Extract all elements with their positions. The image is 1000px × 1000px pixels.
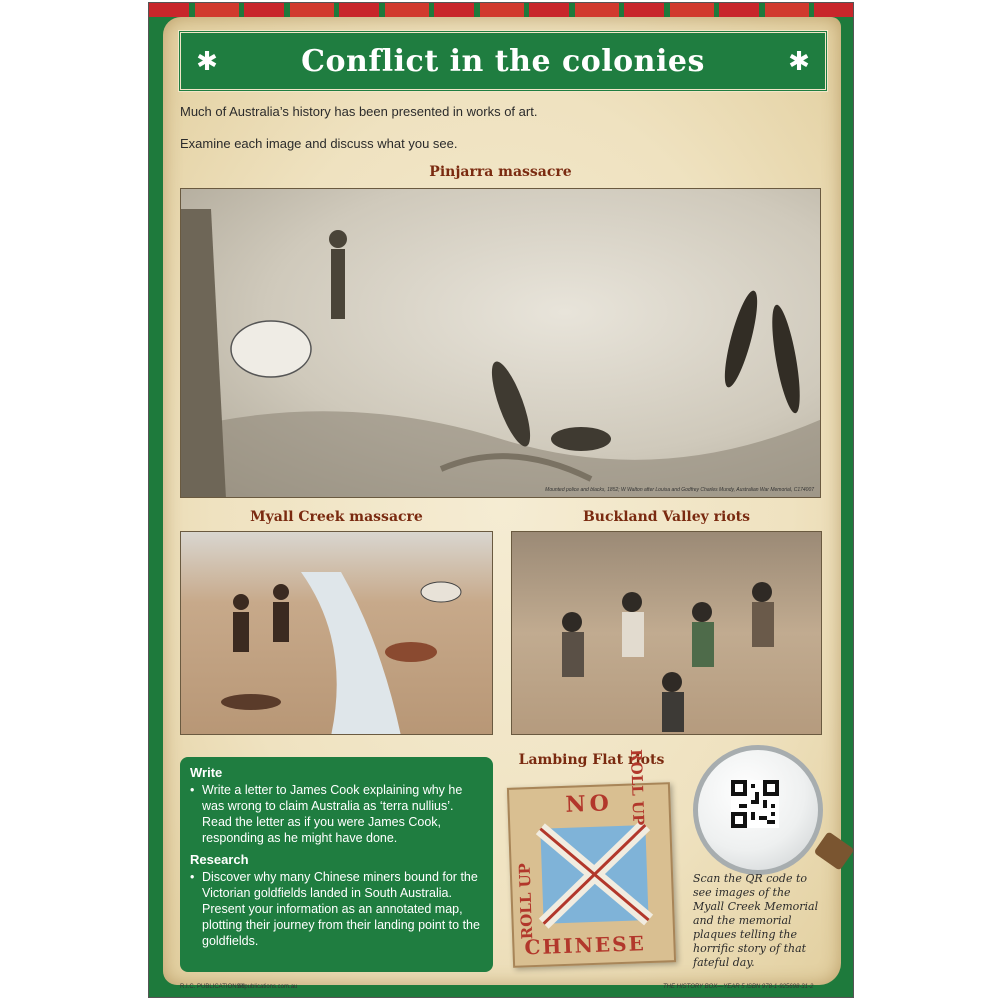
banner-text-roll-up-left: ROLL UP <box>515 862 537 940</box>
footer-website[interactable]: ricpublications.com.au <box>238 984 298 990</box>
bullet-icon: • <box>190 783 195 797</box>
caption-buckland-valley: Buckland Valley riots <box>582 509 751 525</box>
write-task <box>190 782 483 846</box>
pinjarra-illustration <box>181 189 821 498</box>
pinjarra-massacre-image <box>180 188 821 498</box>
myall-creek-massacre-image <box>180 531 493 735</box>
intro-text-2: Examine each image and discuss what you see. <box>180 136 458 151</box>
qr-instruction: Scan the QR code to see images of the Myall Creek Memorial and the memorial plaques telling the horrific story of that fateful day. <box>693 872 819 969</box>
image-credit: Mounted police and blacks, 1852; W Walton after Louisa and Godfrey Charles Mundy, Australian War Memorial, C174007 <box>545 487 814 493</box>
activity-box <box>180 757 493 972</box>
write-task-text: Write a letter to James Cook explaining why he was wrong to claim Australia as ‘terra nullius’. Read the letter as if you were James Cook, responding as he might have done. <box>202 783 463 845</box>
footer-publisher: R.I.C. PUBLICATIONS® <box>180 984 245 990</box>
page-title: Conflict in the colonies <box>301 43 705 79</box>
caption-pinjarra: Pinjarra massacre <box>429 164 572 180</box>
caption-myall-creek: Myall Creek massacre <box>250 509 423 525</box>
star-ornament-icon: ✱ <box>788 46 810 76</box>
banner-text-roll-up-right: ROLL UP <box>626 748 648 826</box>
banner-text-no: NO <box>565 790 614 818</box>
write-heading: Write <box>190 765 223 780</box>
buckland-valley-riots-image <box>511 531 822 735</box>
caption-lambing-flat: Lambing Flat riots <box>518 752 665 768</box>
footer-series: THE HISTORY BOX—YEAR 5 ISBN 978-1-925698-31-2 <box>663 984 814 990</box>
title-banner <box>178 30 828 92</box>
bullet-icon: • <box>190 870 195 884</box>
research-task-text: Discover why many Chinese miners bound for the Victorian goldfields landed in South Australia. Present your information as an annotated map, plotting their journey from their landing point to the goldfields. <box>202 870 480 948</box>
buckland-valley-illustration <box>512 532 822 735</box>
qr-code[interactable] <box>731 780 779 828</box>
intro-text-1: Much of Australia’s history has been presented in works of art. <box>180 104 538 119</box>
research-heading: Research <box>190 852 249 867</box>
banner-text-chinese: CHINESE <box>524 931 647 960</box>
myall-creek-illustration <box>181 532 493 735</box>
red-border-strip <box>149 3 853 17</box>
star-ornament-icon: ✱ <box>196 46 218 76</box>
research-task <box>190 869 483 949</box>
